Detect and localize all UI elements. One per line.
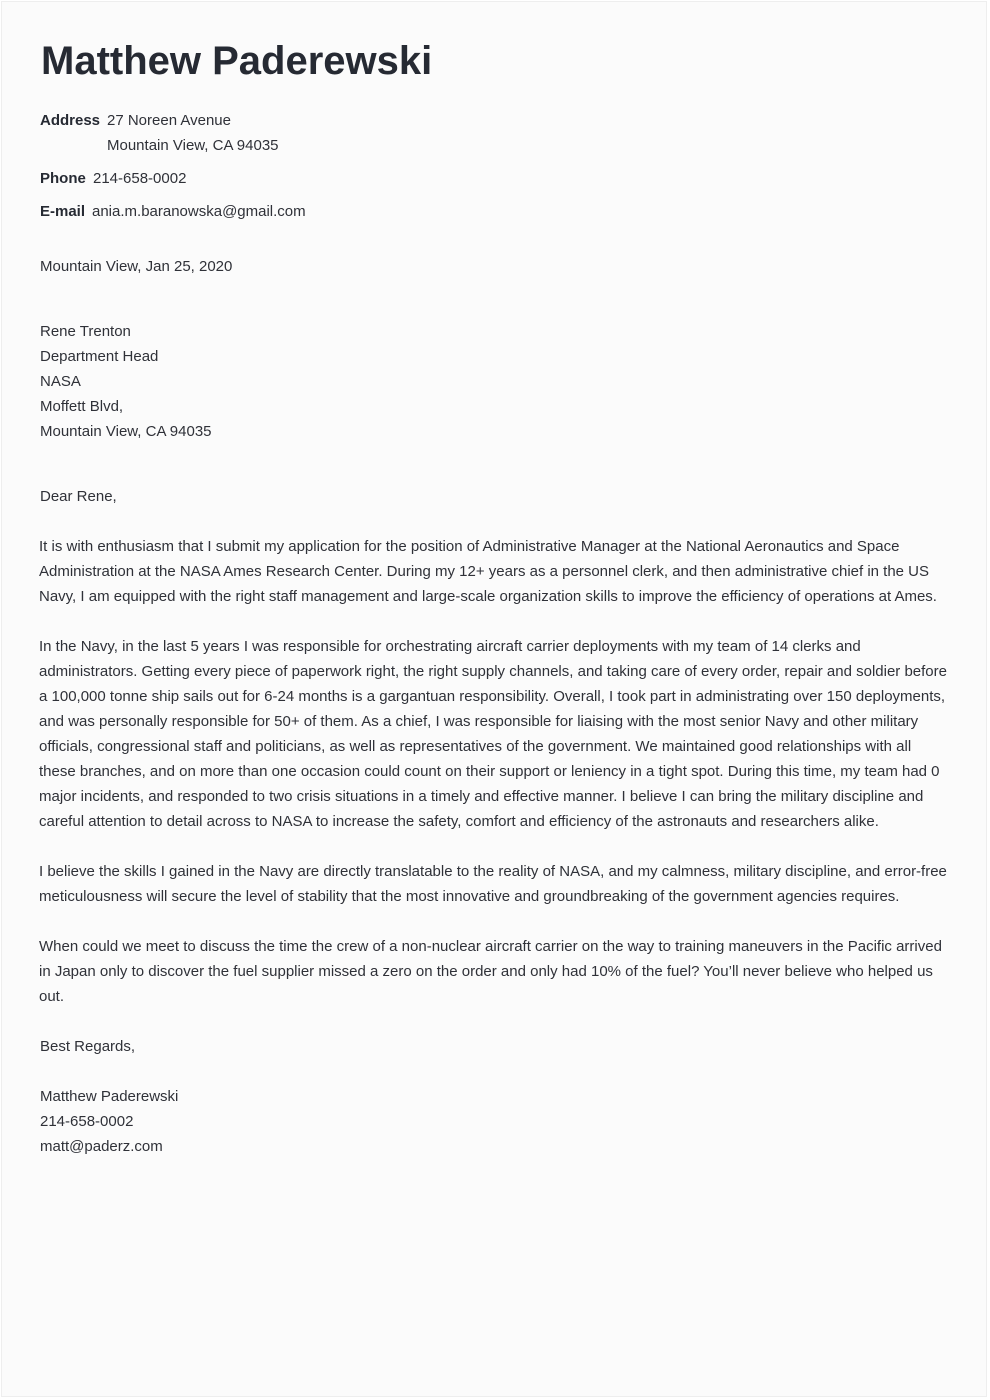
address-line-1: 27 Noreen Avenue [107, 112, 231, 129]
body-paragraph-2: In the Navy, in the last 5 years I was responsible for orchestrating aircraft carrier deployments with my team of 14 clerks and administrators. Getting every piece of paperwork right, the right supply channels, and taking care of every order, repair and soldier before a 100,000 tonne ship sails out for 6-24 months is a gargantuan responsibility. Overall, I took part in administrating over 150 deployments, and was personally responsible for 50+ of them. As a chief, I was responsible for liaising with the most senior Navy and other military officials, congressional staff and politicians, as well as representatives of the government. We maintained good relationships with all these branches, and on more than one occasion could count on their support or leniency in a tight spot. During this time, my team had 0 major incidents, and responded to two crisis situations in a timely and effective manner. I believe I can bring the military discipline and careful attention to detail across to NASA to increase the safety, comfort and efficiency of the astronauts and researchers alike. [39, 638, 947, 830]
applicant-name: Matthew Paderewski [41, 39, 433, 83]
body-paragraph-4: When could we meet to discuss the time the crew of a non-nuclear aircraft carrier on the way to training maneuvers in the Pacific arrived in Japan only to discover the fuel supplier missed a zero on the order and only had 10% of the fuel? You’ll never believe who helped us out. [39, 938, 942, 1005]
recipient-organization: NASA [40, 373, 81, 390]
address-line-2: Mountain View, CA 94035 [107, 137, 279, 154]
signature-email: matt@paderz.com [40, 1138, 163, 1155]
closing: Best Regards, [40, 1038, 136, 1055]
phone-value: 214-658-0002 [93, 170, 187, 187]
recipient-name: Rene Trenton [40, 323, 131, 340]
recipient-title: Department Head [40, 348, 159, 365]
recipient-city: Mountain View, CA 94035 [40, 423, 212, 440]
recipient-street: Moffett Blvd, [40, 398, 124, 415]
email-value: ania.m.baranowska@gmail.com [92, 203, 306, 220]
phone-label: Phone [40, 170, 86, 187]
signature-phone: 214-658-0002 [40, 1113, 134, 1130]
address-label: Address [40, 112, 101, 129]
email-label: E-mail [40, 203, 86, 220]
body-paragraph-1: It is with enthusiasm that I submit my application for the position of Administrative Manager at the National Aeronautics and Space Administration at the NASA Ames Research Center. During my 12+ years as a personnel clerk, and then administrative chief in the US Navy, I am equipped with the right staff management and large-scale organization skills to improve the efficiency of operations at Ames. [39, 538, 937, 605]
signature-name: Matthew Paderewski [40, 1088, 179, 1105]
body-paragraph-3: I believe the skills I gained in the Navy are directly translatable to the reality of NASA, and my calmness, military discipline, and error-free meticulousness will secure the level of stability that the most innovative and groundbreaking of the government agencies requires. [39, 863, 947, 905]
salutation: Dear Rene, [40, 488, 117, 505]
date-line: Mountain View, Jan 25, 2020 [40, 258, 233, 275]
